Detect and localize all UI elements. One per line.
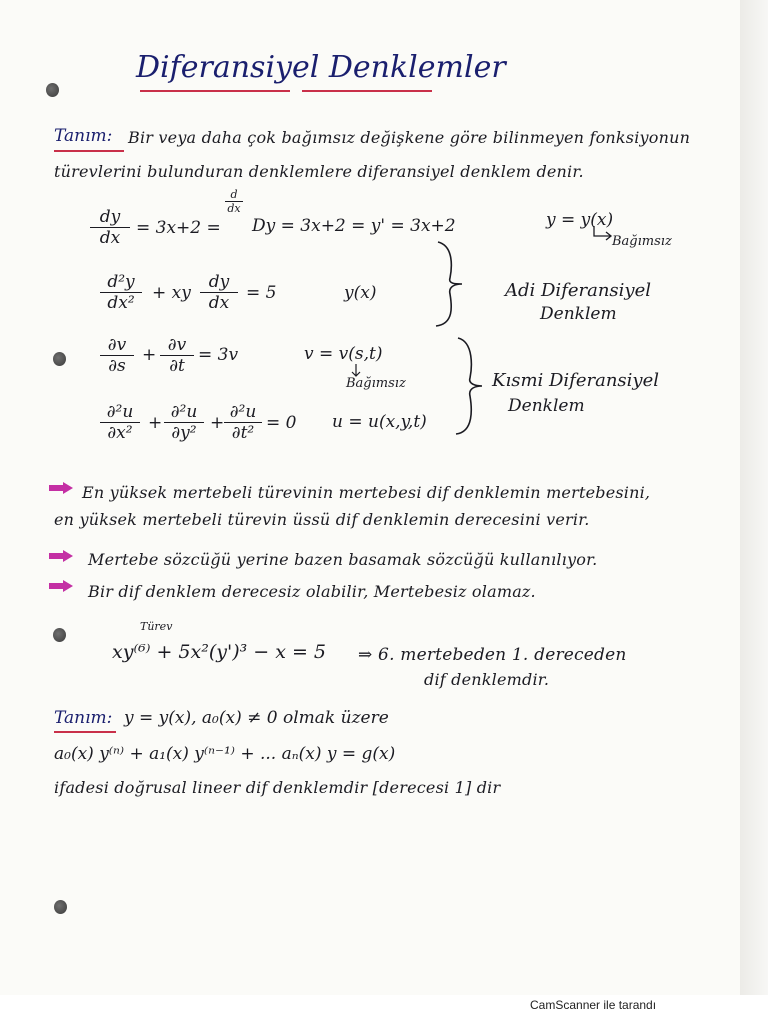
definition-label: Tanım: — [54, 708, 113, 728]
definition-text: türevlerini bulunduran denklemlere diferansiyel denklem denir. — [54, 162, 584, 181]
punch-hole — [54, 900, 67, 914]
scanner-footer: CamScanner ile tarandı — [530, 998, 657, 1012]
fraction: $\frac{\text{∂²u}}{\text{∂y²}}$ — [164, 402, 204, 443]
fraction: $\frac{\partial v}{\partial t}$ — [160, 335, 194, 376]
equation-text: + — [210, 413, 225, 433]
fraction: $\frac{dy}{dx}$ — [90, 207, 130, 248]
equation-text: + — [148, 413, 163, 433]
definition-underline — [54, 731, 116, 733]
function-notation: y(x) — [344, 283, 377, 303]
note-text: En yüksek mertebeli türevinin mertebesi dif denklemin mertebesini, — [82, 483, 651, 502]
fraction: $\frac{\text{d²y}}{\text{dx²}}$ — [100, 272, 142, 313]
function-notation: u = u(x,y,t) — [332, 412, 427, 432]
punch-hole — [46, 83, 59, 97]
function-notation: v = v(s,t) — [304, 344, 383, 364]
annotation-text: Türev — [140, 620, 173, 633]
pde-label: Kısmi Diferansiyel — [492, 370, 659, 391]
note-text: en yüksek mertebeli türevin üssü dif denklemin derecesini verir. — [54, 510, 590, 529]
equation-text: = 3v — [198, 345, 239, 365]
pde-label: Denklem — [508, 396, 585, 416]
equation-text: + — [142, 345, 157, 365]
ode-label: Denklem — [540, 304, 617, 324]
function-notation: y = y(x) — [546, 210, 614, 230]
equation-text: = 5 — [246, 283, 277, 303]
example-result: dif denklemdir. — [424, 670, 550, 689]
fraction: $\frac{\text{∂²u}}{\text{∂x²}}$ — [100, 402, 140, 443]
annotation-arrow-icon — [592, 226, 614, 242]
pink-arrow-icon — [48, 481, 74, 495]
punch-hole — [53, 352, 66, 366]
pink-arrow-icon — [48, 549, 74, 563]
equation-text: = 3x+2 = — [136, 218, 221, 238]
equation-text: = 0 — [266, 413, 297, 433]
definition-text: y = y(x), a₀(x) ≠ 0 olmak üzere — [124, 708, 389, 728]
operator-fraction: $\frac{d}{dx}$ — [225, 188, 243, 215]
fraction: $\frac{dy}{dx}$ — [200, 272, 238, 313]
pink-arrow-icon — [48, 579, 74, 593]
page-title: Diferansiyel Denklemler — [136, 50, 506, 85]
definition-text: ifadesi doğrusal lineer dif denklemdir [derecesi 1] dir — [54, 778, 501, 797]
note-text: Mertebe sözcüğü yerine bazen basamak sözcüğü kullanılıyor. — [88, 550, 598, 569]
punch-hole — [53, 628, 66, 642]
title-underline — [302, 90, 432, 92]
definition-underline — [54, 150, 124, 152]
example-result: ⇒ 6. mertebeden 1. dereceden — [358, 645, 627, 665]
ode-label: Adi Diferansiyel — [505, 280, 652, 301]
page-shadow — [740, 0, 768, 995]
fraction: $\frac{\partial v}{\partial s}$ — [100, 335, 134, 376]
note-text: Bir dif denklem derecesiz olabilir, Mertebesiz olamaz. — [88, 582, 536, 601]
title-underline — [140, 90, 290, 92]
definition-text: Bir veya daha çok bağımsız değişkene göre bilinmeyen fonksiyonun — [128, 128, 691, 147]
equation-text: + xy — [152, 283, 191, 303]
fraction: $\frac{\text{∂²u}}{\text{∂t²}}$ — [224, 402, 262, 443]
right-brace-icon — [450, 334, 490, 438]
example-equation: xy⁽⁶⁾ + 5x²(y')³ − x = 5 — [112, 641, 327, 663]
annotation-text: Bağımsız — [346, 376, 406, 391]
definition-label: Tanım: — [54, 126, 113, 146]
annotation-text: Bağımsız — [612, 234, 672, 249]
definition-text: a₀(x) y⁽ⁿ⁾ + a₁(x) y⁽ⁿ⁻¹⁾ + ... aₙ(x) y = g(x) — [54, 744, 396, 764]
equation-text: Dy = 3x+2 = y' = 3x+2 — [252, 216, 456, 236]
right-brace-icon — [430, 238, 470, 330]
